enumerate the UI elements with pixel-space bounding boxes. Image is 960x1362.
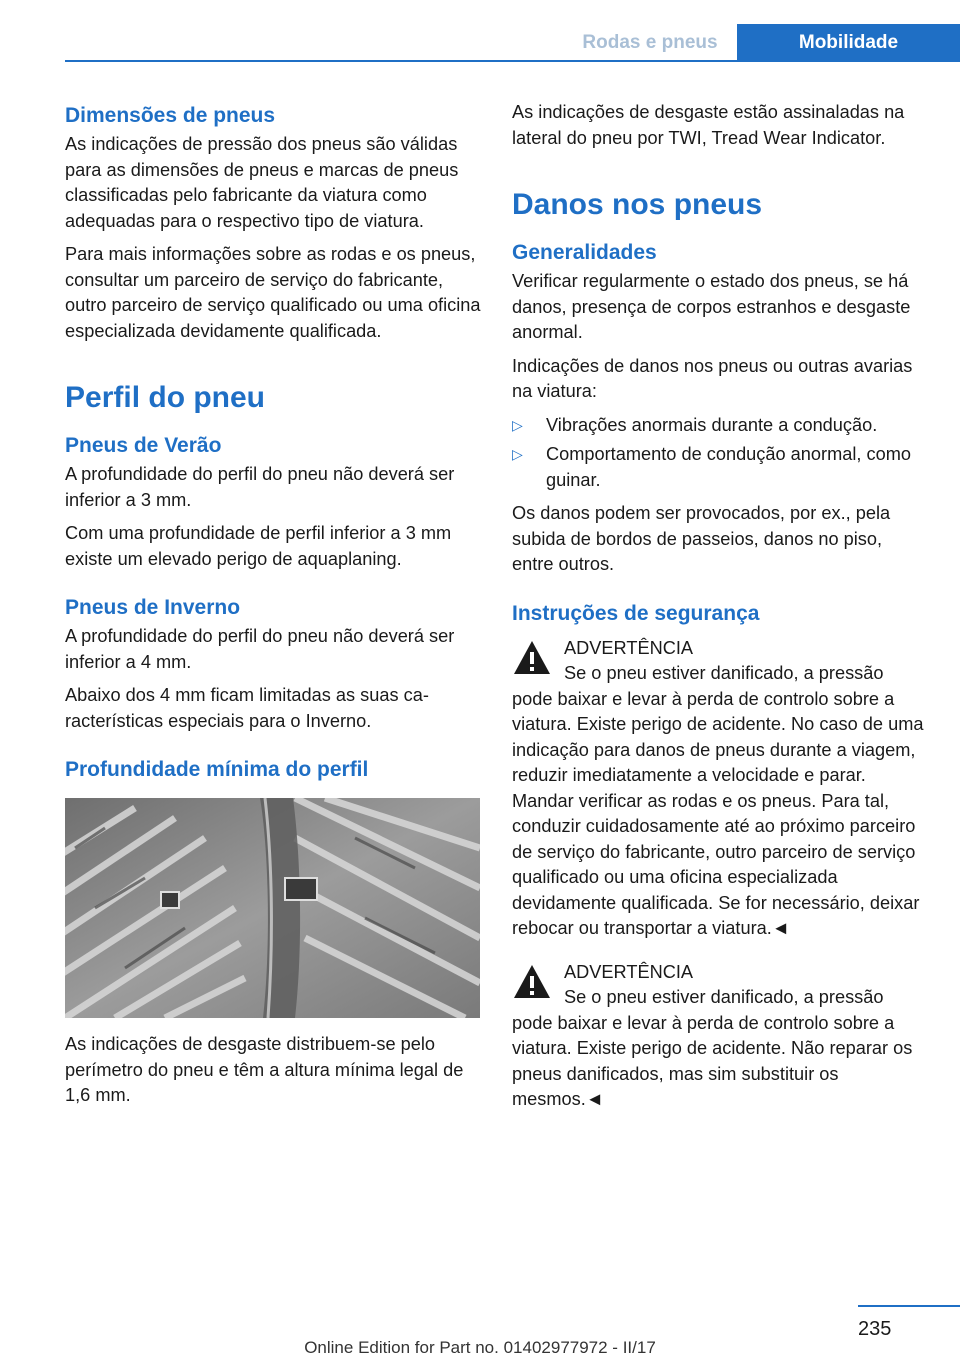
warning-block-2	[512, 960, 927, 1113]
list-item: ▷ Vibrações anormais durante a condução.	[512, 413, 927, 439]
dimensoes-paragraph-2: Para mais informações sobre as rodas e os pneus, consultar um parceiro de serviço do fabricante, outro parceiro de serviço qualificado ou uma oficina especializada devidamente qualificada.	[65, 244, 481, 341]
tread-wear-indicator-image	[65, 798, 480, 1018]
triangle-bullet-icon: ▷	[512, 446, 523, 462]
edition-footer: Online Edition for Part no. 01402977972 - II/17	[304, 1338, 656, 1357]
inverno-heading: Pneus de Inverno	[65, 596, 241, 619]
right-column	[512, 100, 927, 1121]
warning-triangle-icon	[512, 638, 552, 678]
damage-indications-list	[512, 413, 927, 494]
left-column	[65, 100, 483, 1117]
verao-heading: Pneus de Verão	[65, 434, 222, 457]
header-rule	[65, 60, 960, 62]
warning-text: Se o pneu estiver danificado, a pressão pode baixar e levar à perda de controlo sobre a viatura. Existe perigo de acidente. No caso de uma indicação para danos de pneus durante a viagem, reduzir imediatamente a velocidade e parar. Mandar verificar as rodas e os pneus. Para tal, conduzir cuidadosamente até ao próximo parceiro de serviço do fabricante, outro parceiro de serviço qualificado ou uma oficina especializada devidamente qualificada. Se for necessário, deixar rebocar ou transportar a viatura.◄	[512, 663, 924, 938]
page-header	[0, 0, 960, 62]
warning-text: Se o pneu estiver danificado, a pressão pode baixar e levar à perda de controlo sobre a viatura. Existe perigo de acidente. Não reparar os pneus danificados, mas sim substituir os mesmos.◄	[512, 987, 913, 1109]
minima-caption: As indicações de desgaste distribuem-se pelo perímetro do pneu e têm a altura mínima legal de 1,6 mm.	[65, 1034, 464, 1105]
generalidades-paragraph-1: Verificar regularmente o estado dos pneus, se há danos, presença de corpos estranhos e desgaste anormal.	[512, 271, 911, 342]
generalidades-heading: Generalidades	[512, 241, 657, 264]
chapter-tab: Mobilidade	[737, 24, 960, 62]
dimensoes-heading: Dimensões de pneus	[65, 104, 276, 127]
twi-paragraph: As indicações de desgaste estão assinaladas na lateral do pneu por TWI, Tread Wear Indicator.	[512, 102, 905, 148]
generalidades-paragraph-2: Indicações de danos nos pneus ou outras avarias na viatura:	[512, 355, 913, 401]
minima-heading: Profundidade mínima do perfil	[65, 758, 369, 781]
seguranca-heading: Instruções de segurança	[512, 601, 760, 625]
warning-title: ADVERTÊNCIA	[564, 637, 694, 658]
page-number: 235	[858, 1318, 892, 1340]
triangle-bullet-icon: ▷	[512, 416, 523, 433]
tire-tread-illustration	[65, 798, 480, 1018]
footer-rule	[858, 1305, 960, 1307]
list-item: ▷ Comportamento de condução anormal, como guinar.	[512, 444, 911, 490]
warning-block-1	[512, 636, 927, 942]
verao-paragraph-1: A profundidade do perfil do pneu não deverá ser inferior a 3 mm.	[65, 464, 455, 510]
inverno-paragraph-1: A profundidade do perfil do pneu não deverá ser inferior a 4 mm.	[65, 626, 455, 672]
verao-paragraph-2: Com uma profundidade de perfil inferior a 3 mm existe um elevado perigo de aquaplaning.	[65, 523, 452, 569]
perfil-title: Perfil do pneu	[65, 381, 266, 414]
warning-title: ADVERTÊNCIA	[564, 961, 694, 982]
section-tab: Rodas e pneus	[582, 32, 718, 53]
generalidades-paragraph-3: Os danos podem ser provocados, por ex., pela subida de bordos de passeios, danos no piso, entre outros.	[512, 503, 891, 574]
inverno-paragraph-2: Abaixo dos 4 mm ficam limitadas as suas características especiais para o Inverno.	[65, 685, 429, 731]
warning-triangle-icon	[512, 962, 552, 1002]
dimensoes-paragraph-1: As indicações de pressão dos pneus são válidas para as dimensões de pneus e marcas de pneus classificadas pelo fabricante da viatura como adequadas para o respectivo tipo de viatura.	[65, 134, 459, 231]
danos-title: Danos nos pneus	[512, 188, 763, 221]
